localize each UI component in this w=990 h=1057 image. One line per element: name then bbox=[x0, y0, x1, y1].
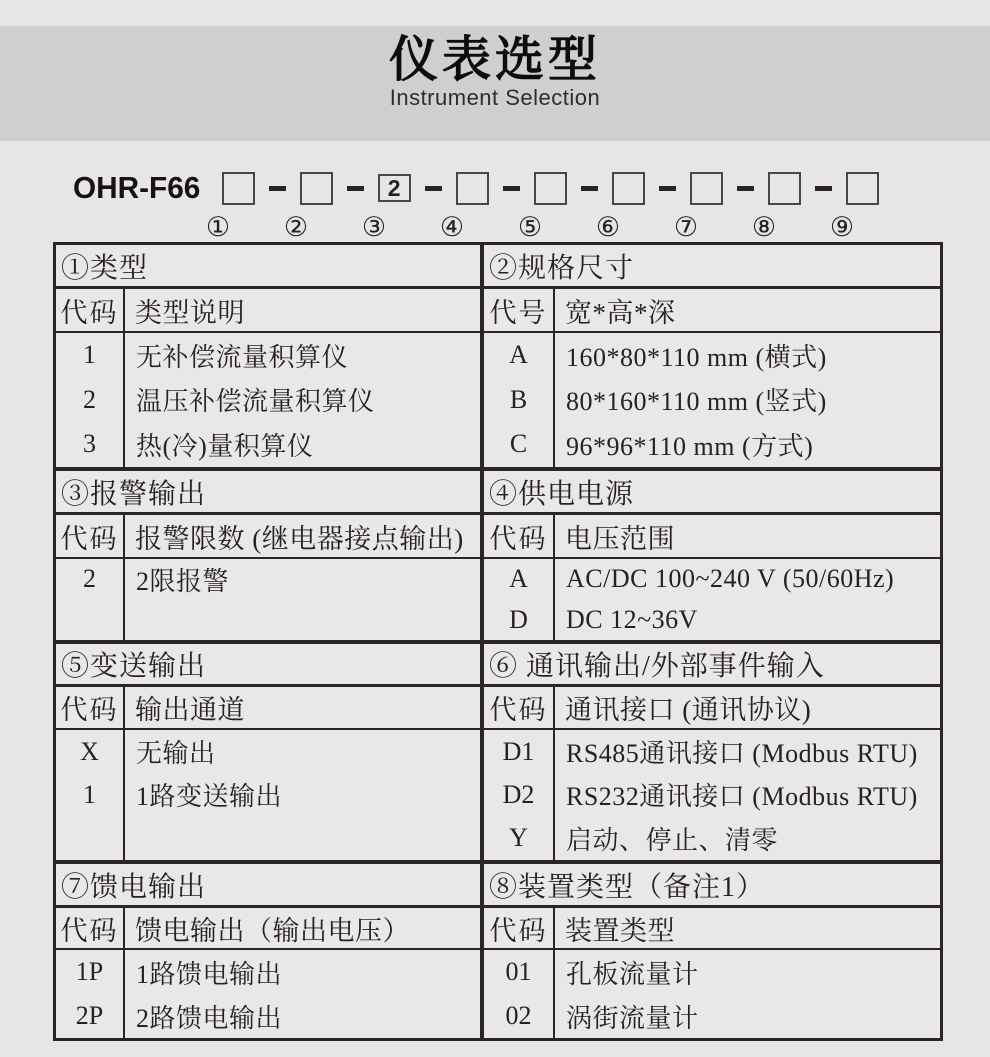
desc-header-cell: 装置类型 bbox=[565, 915, 675, 946]
code-cell: 1 bbox=[83, 340, 96, 370]
code-header-cell: 代码 bbox=[56, 515, 125, 557]
dash-separator bbox=[815, 186, 832, 191]
dash-separator bbox=[269, 186, 286, 191]
code-cell: A bbox=[509, 340, 528, 370]
code-header-cell: 代码 bbox=[56, 289, 125, 331]
dash-separator bbox=[737, 186, 754, 191]
section-title: ③报警输出 bbox=[56, 471, 480, 515]
position-circle-9: ⑨ bbox=[829, 212, 855, 242]
dash-separator bbox=[425, 186, 442, 191]
position-circle-6: ⑥ bbox=[595, 212, 621, 242]
code-cell: 1P bbox=[75, 957, 104, 986]
section-title: ②规格尺寸 bbox=[484, 245, 940, 289]
page-title: 仪表选型 bbox=[388, 33, 601, 87]
code-cell: 3 bbox=[83, 429, 96, 459]
desc-cell: 1路馈电输出 bbox=[136, 959, 283, 989]
desc-cell: 热(冷)量积算仪 bbox=[136, 431, 314, 461]
title-banner bbox=[0, 26, 990, 141]
desc-cell: 80*160*110 mm (竖式) bbox=[566, 387, 827, 417]
code-cell: D bbox=[509, 604, 528, 634]
section-alarm-output bbox=[56, 471, 480, 640]
code-cell: 2P bbox=[75, 1001, 104, 1030]
code-box-2 bbox=[300, 172, 333, 205]
code-header-cell: 代号 bbox=[484, 289, 555, 331]
code-box-3: 2 bbox=[378, 174, 411, 202]
code-box-4 bbox=[456, 172, 489, 205]
section-alarm-and-power bbox=[56, 467, 940, 640]
section-device-type bbox=[480, 864, 940, 1038]
section-title: ⑥ 通讯输出/外部事件输入 bbox=[484, 644, 940, 687]
position-circle-4: ④ bbox=[439, 212, 465, 242]
code-box-1 bbox=[222, 172, 255, 205]
code-header-cell: 代码 bbox=[484, 687, 555, 728]
section-title: ⑦馈电输出 bbox=[56, 864, 480, 908]
code-cell: 2 bbox=[83, 564, 96, 594]
section-size bbox=[480, 245, 940, 467]
model-prefix: OHR-F66 bbox=[73, 170, 201, 205]
desc-header-cell: 电压范围 bbox=[565, 523, 675, 554]
desc-cell: 1路变送输出 bbox=[136, 782, 283, 812]
code-header-cell: 代码 bbox=[484, 908, 555, 948]
code-box-9 bbox=[846, 172, 879, 205]
section-feed-output bbox=[56, 864, 480, 1038]
desc-cell: RS485通讯接口 (Modbus RTU) bbox=[566, 739, 918, 769]
desc-cell: 160*80*110 mm (横式) bbox=[566, 342, 827, 372]
section-title: ⑧装置类型（备注1） bbox=[484, 864, 940, 908]
position-circles-row bbox=[0, 211, 990, 243]
position-circle-8: ⑧ bbox=[751, 212, 777, 242]
position-circle-5: ⑤ bbox=[517, 212, 543, 242]
desc-cell: AC/DC 100~240 V (50/60Hz) bbox=[566, 564, 895, 594]
section-type-and-size bbox=[56, 245, 940, 467]
position-circle-7: ⑦ bbox=[673, 212, 699, 242]
model-code-row bbox=[73, 170, 879, 206]
page-subtitle: Instrument Selection bbox=[389, 84, 601, 110]
position-circle-3: ③ bbox=[361, 212, 387, 242]
code-cell: D2 bbox=[502, 779, 535, 809]
desc-cell: DC 12~36V bbox=[566, 604, 698, 634]
desc-header-cell: 馈电输出（输出电压） bbox=[135, 915, 410, 946]
desc-header-cell: 宽*高*深 bbox=[565, 297, 676, 328]
code-cell: 1 bbox=[83, 779, 96, 809]
desc-cell: 无补偿流量积算仪 bbox=[136, 342, 349, 372]
section-title: ⑤变送输出 bbox=[56, 644, 480, 687]
desc-cell: RS232通讯接口 (Modbus RTU) bbox=[566, 782, 918, 812]
desc-header-cell: 通讯接口 (通讯协议) bbox=[565, 695, 812, 725]
desc-header-cell: 类型说明 bbox=[135, 297, 245, 328]
dash-separator bbox=[503, 186, 520, 191]
section-transmit-output bbox=[56, 644, 480, 860]
desc-cell: 无输出 bbox=[136, 739, 216, 769]
selection-table bbox=[53, 242, 943, 1041]
desc-cell: 启动、停止、清零 bbox=[566, 825, 779, 855]
section-power-supply bbox=[480, 471, 940, 640]
code-cell: 02 bbox=[505, 1001, 532, 1030]
desc-cell: 涡街流量计 bbox=[566, 1003, 699, 1033]
position-circle-1: ① bbox=[205, 212, 231, 242]
code-box-8 bbox=[768, 172, 801, 205]
code-cell: 01 bbox=[505, 957, 532, 986]
code-cell: C bbox=[509, 429, 528, 459]
desc-cell: 2路馈电输出 bbox=[136, 1003, 283, 1033]
desc-cell: 2限报警 bbox=[136, 566, 230, 596]
section-title: ①类型 bbox=[56, 245, 480, 289]
desc-cell: 96*96*110 mm (方式) bbox=[566, 431, 814, 461]
section-title: ④供电电源 bbox=[484, 471, 940, 515]
code-header-cell: 代码 bbox=[484, 515, 555, 557]
code-box-5 bbox=[534, 172, 567, 205]
code-cell: 2 bbox=[83, 384, 96, 414]
position-circle-2: ② bbox=[283, 212, 309, 242]
dash-separator bbox=[659, 186, 676, 191]
code-header-cell: 代码 bbox=[56, 687, 125, 728]
code-cell: X bbox=[80, 736, 99, 766]
desc-cell: 温压补偿流量积算仪 bbox=[136, 387, 375, 417]
section-type bbox=[56, 245, 480, 467]
desc-header-cell: 报警限数 (继电器接点输出) bbox=[135, 523, 464, 554]
code-box-6 bbox=[612, 172, 645, 205]
desc-header-cell: 输出通道 bbox=[135, 695, 245, 725]
dash-separator bbox=[581, 186, 598, 191]
code-cell: Y bbox=[509, 823, 528, 853]
code-header-cell: 代码 bbox=[56, 908, 125, 948]
section-feed-and-device bbox=[56, 860, 940, 1038]
code-box-7 bbox=[690, 172, 723, 205]
dash-separator bbox=[347, 186, 364, 191]
code-cell: A bbox=[509, 564, 528, 594]
section-transmit-and-comm bbox=[56, 640, 940, 860]
code-cell: B bbox=[509, 384, 528, 414]
section-communication bbox=[480, 644, 940, 860]
code-cell: D1 bbox=[502, 736, 535, 766]
desc-cell: 孔板流量计 bbox=[566, 959, 699, 989]
